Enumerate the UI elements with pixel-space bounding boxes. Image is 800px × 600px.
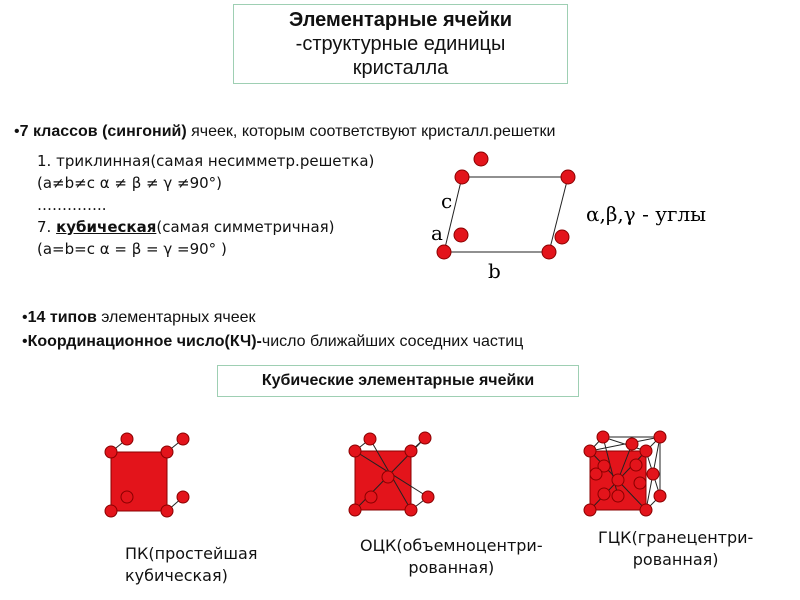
syngony-line-4-rest: (самая симметричная) bbox=[156, 218, 335, 236]
atom bbox=[422, 491, 434, 503]
label-pk-line-2: кубическая) bbox=[125, 566, 228, 585]
atom bbox=[584, 445, 596, 457]
atom bbox=[597, 431, 609, 443]
label-gck bbox=[598, 527, 753, 571]
atom bbox=[405, 445, 417, 457]
unit-cell-diagram bbox=[431, 152, 706, 283]
label-ock-line-2: рованная) bbox=[408, 558, 495, 577]
simple-cubic-cell bbox=[105, 433, 189, 517]
atom bbox=[634, 477, 646, 489]
label-a: a bbox=[431, 221, 443, 245]
atom bbox=[598, 488, 610, 500]
atom bbox=[364, 433, 376, 445]
atom bbox=[177, 433, 189, 445]
atom bbox=[121, 433, 133, 445]
coord-bold: Координационное число(КЧ)- bbox=[27, 333, 262, 350]
title-line-3: кристалла bbox=[352, 57, 449, 79]
atom bbox=[437, 245, 451, 259]
atom bbox=[177, 491, 189, 503]
atom bbox=[405, 504, 417, 516]
atom bbox=[349, 445, 361, 457]
atom bbox=[612, 474, 624, 486]
atom bbox=[454, 228, 468, 242]
atom bbox=[561, 170, 575, 184]
atom bbox=[640, 445, 652, 457]
syngony-cubic-bold: кубическая bbox=[56, 218, 157, 236]
cubic-cells-title: Кубические элементарные ячейки bbox=[217, 365, 579, 397]
atom bbox=[105, 505, 117, 517]
atom bbox=[121, 491, 133, 503]
bullet-types: •14 типов элементарных ячеек bbox=[22, 309, 256, 326]
classes-rest: ячеек, которым соответствуют кристалл.решетки bbox=[186, 123, 556, 140]
label-ock bbox=[360, 535, 543, 579]
atom bbox=[455, 170, 469, 184]
label-gck-line-2: рованная) bbox=[632, 550, 719, 569]
atom bbox=[542, 245, 556, 259]
atom bbox=[161, 505, 173, 517]
atom bbox=[590, 468, 602, 480]
atom bbox=[555, 230, 569, 244]
label-gck-line-1: ГЦК(гранецентри- bbox=[598, 528, 754, 547]
atom bbox=[365, 491, 377, 503]
syngony-line-2: (a≠b≠c α ≠ β ≠ γ ≠90°) bbox=[37, 174, 223, 192]
cube-face bbox=[111, 452, 167, 511]
bullet-classes: •7 классов (сингоний) ячеек, которым соответствуют кристалл.решетки bbox=[14, 123, 556, 140]
label-c: c bbox=[441, 189, 453, 213]
classes-bold: 7 классов (сингоний) bbox=[19, 123, 187, 140]
fcc-cell bbox=[584, 431, 666, 516]
bullet-coordination: •Координационное число(КЧ)-число ближайших соседних частиц bbox=[22, 333, 524, 350]
atom bbox=[584, 504, 596, 516]
syngony-line-5: (a=b=c α = β = γ =90° ) bbox=[37, 240, 227, 258]
syngony-line-3: ………….. bbox=[37, 196, 107, 214]
atom bbox=[630, 459, 642, 471]
atom-center bbox=[382, 471, 394, 483]
atom bbox=[349, 504, 361, 516]
label-ock-line-1: ОЦК(объемноцентри- bbox=[360, 536, 543, 555]
title-line-1: Элементарные ячейки bbox=[288, 9, 512, 31]
atom bbox=[654, 431, 666, 443]
atom bbox=[640, 504, 652, 516]
bcc-cell bbox=[349, 432, 434, 516]
types-rest: элементарных ячеек bbox=[96, 309, 256, 326]
coord-rest: число ближайших соседних частиц bbox=[261, 333, 524, 350]
types-bold: 14 типов bbox=[27, 309, 97, 326]
atom bbox=[105, 446, 117, 458]
atom bbox=[419, 432, 431, 444]
label-pk-line-1: ПК(простейшая bbox=[125, 544, 258, 563]
label-angles: α,β,γ - углы bbox=[586, 202, 707, 226]
atom bbox=[474, 152, 488, 166]
atom bbox=[626, 438, 638, 450]
atom bbox=[647, 468, 659, 480]
atom bbox=[161, 446, 173, 458]
syngony-line-1: 1. триклинная(самая несимметр.решетка) bbox=[37, 152, 375, 170]
label-pk bbox=[125, 543, 257, 587]
title-line-2: -структурные единицы bbox=[295, 33, 506, 55]
atom bbox=[612, 490, 624, 502]
syngony-line-4-prefix: 7. bbox=[37, 218, 57, 236]
label-b: b bbox=[488, 259, 501, 283]
atom bbox=[654, 490, 666, 502]
